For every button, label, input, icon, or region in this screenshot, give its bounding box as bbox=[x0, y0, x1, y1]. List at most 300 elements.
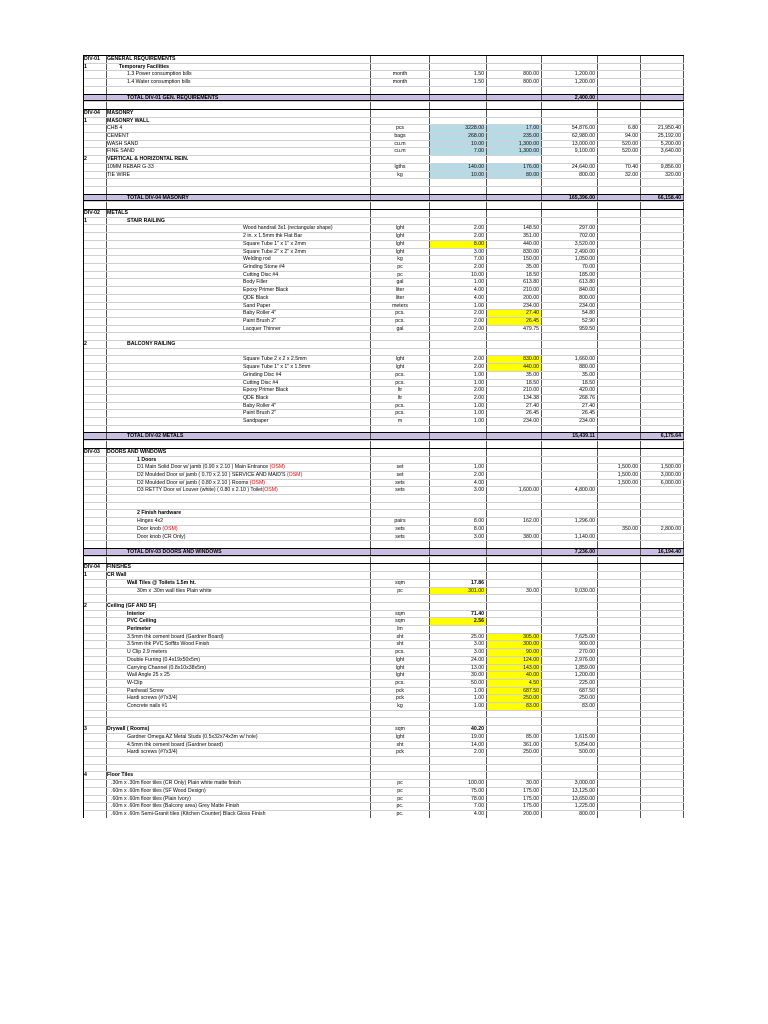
cell-text: 380.00 bbox=[523, 533, 539, 540]
cell-c5 bbox=[542, 641, 598, 648]
cell-c4 bbox=[487, 87, 542, 94]
cell-c5 bbox=[542, 295, 598, 302]
cell-c7 bbox=[641, 641, 684, 648]
table-row bbox=[84, 171, 684, 179]
cell-c1 bbox=[107, 433, 371, 439]
cell-c4 bbox=[487, 603, 542, 610]
cell-text: 18.50 bbox=[582, 379, 595, 386]
cell-c5 bbox=[542, 711, 598, 718]
cell-c2 bbox=[371, 626, 430, 633]
cell-c4 bbox=[487, 403, 542, 410]
cell-c4 bbox=[487, 256, 542, 263]
cell-c2 bbox=[371, 202, 430, 209]
cell-text: 800.00 bbox=[523, 79, 539, 86]
cell-text: sqm bbox=[395, 618, 405, 625]
cell-c6 bbox=[598, 433, 641, 439]
cell-c0 bbox=[84, 611, 107, 618]
cell-c4 bbox=[487, 433, 542, 439]
cell-c6 bbox=[598, 510, 641, 517]
cell-text: pc bbox=[397, 780, 403, 787]
cell-text: 17.86 bbox=[471, 579, 484, 586]
cell-c0 bbox=[84, 356, 107, 363]
cell-c0 bbox=[84, 256, 107, 263]
cell-text: 52.90 bbox=[582, 317, 595, 324]
cell-text: 175.00 bbox=[523, 787, 539, 794]
cell-text: pcs. bbox=[395, 379, 405, 386]
cell-c1 bbox=[107, 202, 371, 209]
cell-c2 bbox=[371, 734, 430, 741]
cell-text: 2.00 bbox=[473, 233, 484, 240]
cell-c7 bbox=[641, 218, 684, 225]
cell-c3 bbox=[430, 688, 487, 695]
cell-text: 13,650.00 bbox=[571, 795, 595, 802]
cell-c2 bbox=[371, 595, 430, 602]
cell-c1 bbox=[107, 749, 371, 756]
cell-c1 bbox=[107, 557, 371, 564]
cell-c6 bbox=[598, 572, 641, 579]
cell-text: gal bbox=[396, 279, 404, 286]
cell-c4 bbox=[487, 649, 542, 656]
cell-c4 bbox=[487, 510, 542, 517]
cell-c0 bbox=[84, 433, 107, 439]
cell-c5 bbox=[542, 665, 598, 672]
cell-c2 bbox=[371, 464, 430, 471]
cell-c5 bbox=[542, 588, 598, 595]
cell-c3 bbox=[430, 503, 487, 510]
cell-c2 bbox=[371, 449, 430, 456]
cell-c0 bbox=[84, 772, 107, 779]
cell-c5 bbox=[542, 125, 598, 132]
cell-c7 bbox=[641, 665, 684, 672]
cell-c4 bbox=[487, 742, 542, 749]
cell-c0 bbox=[84, 734, 107, 741]
cell-c2 bbox=[371, 64, 430, 71]
cell-c1 bbox=[107, 310, 371, 317]
cell-text: 2 bbox=[84, 156, 87, 163]
cell-c6 bbox=[598, 380, 641, 387]
cell-c5 bbox=[542, 56, 598, 63]
cell-c4 bbox=[487, 241, 542, 248]
cell-text: 19.00 bbox=[471, 733, 484, 740]
cell-c0 bbox=[84, 626, 107, 633]
cell-c0 bbox=[84, 510, 107, 517]
cell-c0 bbox=[84, 303, 107, 310]
table-row bbox=[84, 802, 684, 810]
cell-c7 bbox=[641, 634, 684, 641]
cell-text: lm bbox=[397, 626, 403, 633]
cell-c2 bbox=[371, 588, 430, 595]
cell-c0 bbox=[84, 164, 107, 171]
cell-text: 140.00 bbox=[468, 163, 484, 170]
cell-c0 bbox=[84, 418, 107, 425]
cell-c4 bbox=[487, 449, 542, 456]
cell-text: 687.50 bbox=[579, 687, 595, 694]
cell-c2 bbox=[371, 141, 430, 148]
cell-c0 bbox=[84, 118, 107, 125]
cell-c4 bbox=[487, 356, 542, 363]
cell-c6 bbox=[598, 549, 641, 555]
cell-c1 bbox=[107, 249, 371, 256]
cell-c0 bbox=[84, 79, 107, 86]
cell-text: 1.00 bbox=[473, 703, 484, 710]
cell-c7 bbox=[641, 233, 684, 240]
cell-c2 bbox=[371, 218, 430, 225]
cell-c3 bbox=[430, 626, 487, 633]
cell-text: DIV-02 bbox=[84, 210, 100, 217]
cell-c6 bbox=[598, 156, 641, 163]
table-row bbox=[84, 733, 684, 741]
cell-c3 bbox=[430, 564, 487, 571]
cell-c5 bbox=[542, 333, 598, 340]
cell-c4 bbox=[487, 780, 542, 787]
cell-c1 bbox=[107, 79, 371, 86]
cell-text: 200.00 bbox=[523, 810, 539, 817]
cell-c5 bbox=[542, 749, 598, 756]
table-row bbox=[84, 248, 684, 256]
cell-text: MASONRY bbox=[107, 109, 134, 116]
cell-c3 bbox=[430, 341, 487, 348]
cell-c3 bbox=[430, 87, 487, 94]
cell-c7 bbox=[641, 603, 684, 610]
cell-c3 bbox=[430, 672, 487, 679]
cell-c3 bbox=[430, 410, 487, 417]
cell-c1 bbox=[107, 64, 371, 71]
cell-c0 bbox=[84, 641, 107, 648]
cell-c2 bbox=[371, 318, 430, 325]
cell-c4 bbox=[487, 803, 542, 810]
cell-text: 2,800.00 bbox=[660, 525, 681, 532]
cell-c4 bbox=[487, 364, 542, 371]
table-row bbox=[84, 294, 684, 302]
cell-text: 30.00 bbox=[526, 780, 539, 787]
cell-text: 17.00 bbox=[526, 125, 539, 132]
cell-c2 bbox=[371, 688, 430, 695]
cell-c2 bbox=[371, 341, 430, 348]
cell-c5 bbox=[542, 241, 598, 248]
cell-text: 361.00 bbox=[523, 741, 539, 748]
cell-text: 90.00 bbox=[526, 649, 539, 656]
cell-text: MASONRY WALL bbox=[107, 117, 150, 124]
cell-c3 bbox=[430, 603, 487, 610]
cell-c4 bbox=[487, 811, 542, 818]
cell-c4 bbox=[487, 464, 542, 471]
cell-c1 bbox=[107, 141, 371, 148]
cell-c0 bbox=[84, 426, 107, 433]
cell-c2 bbox=[371, 441, 430, 448]
cell-text: pcs. bbox=[395, 317, 405, 324]
cell-c2 bbox=[371, 241, 430, 248]
cell-c4 bbox=[487, 526, 542, 533]
cell-c0 bbox=[84, 695, 107, 702]
table-row bbox=[84, 748, 684, 756]
table-row bbox=[84, 117, 684, 125]
cell-c4 bbox=[487, 718, 542, 725]
cell-text: 10.00 bbox=[471, 271, 484, 278]
cell-c3 bbox=[430, 765, 487, 772]
cell-c0 bbox=[84, 395, 107, 402]
cell-c2 bbox=[371, 433, 430, 439]
total-row bbox=[84, 432, 684, 440]
cell-c2 bbox=[371, 672, 430, 679]
cell-text: 2.00 bbox=[473, 471, 484, 478]
cell-c5 bbox=[542, 110, 598, 117]
cell-c2 bbox=[371, 765, 430, 772]
cell-text: 124.00 bbox=[523, 656, 539, 663]
cell-text: 210.00 bbox=[523, 287, 539, 294]
cell-text: 4 bbox=[84, 772, 87, 779]
cell-c3 bbox=[430, 210, 487, 217]
cell-c2 bbox=[371, 641, 430, 648]
cell-c6 bbox=[598, 372, 641, 379]
cell-c3 bbox=[430, 102, 487, 109]
cell-c0 bbox=[84, 279, 107, 286]
cell-c6 bbox=[598, 742, 641, 749]
cell-c5 bbox=[542, 210, 598, 217]
cell-text: m bbox=[397, 418, 403, 425]
cell-c6 bbox=[598, 495, 641, 502]
cell-c3 bbox=[430, 518, 487, 525]
cell-c7 bbox=[641, 441, 684, 448]
cell-c2 bbox=[371, 156, 430, 163]
cell-c5 bbox=[542, 326, 598, 333]
cell-c0 bbox=[84, 202, 107, 209]
cell-c5 bbox=[542, 233, 598, 240]
cell-c0 bbox=[84, 148, 107, 155]
cell-c1 bbox=[107, 110, 371, 117]
cell-c0 bbox=[84, 318, 107, 325]
cell-text: 1.50 bbox=[473, 79, 484, 86]
cell-text: sets bbox=[395, 533, 405, 540]
cell-c4 bbox=[487, 195, 542, 201]
cell-c7 bbox=[641, 148, 684, 155]
cell-text: VERTICAL & HORIZONTAL REIN. bbox=[107, 156, 189, 163]
cell-c1 bbox=[107, 487, 371, 494]
cell-text: 54.80 bbox=[582, 310, 595, 317]
cell-c2 bbox=[371, 487, 430, 494]
cell-c4 bbox=[487, 272, 542, 279]
cell-text: 4.00 bbox=[473, 294, 484, 301]
cell-c1 bbox=[107, 341, 371, 348]
cell-c0 bbox=[84, 364, 107, 371]
cell-text: Perimeter bbox=[127, 626, 151, 633]
cell-c5 bbox=[542, 64, 598, 71]
cell-c5 bbox=[542, 310, 598, 317]
blank-row bbox=[84, 440, 684, 448]
cell-text: 200.00 bbox=[523, 294, 539, 301]
cell-c3 bbox=[430, 711, 487, 718]
cell-c5 bbox=[542, 195, 598, 201]
cell-c4 bbox=[487, 618, 542, 625]
cell-c5 bbox=[542, 510, 598, 517]
table-row bbox=[84, 363, 684, 371]
cell-c0 bbox=[84, 225, 107, 232]
cell-text: 25.00 bbox=[471, 633, 484, 640]
cell-c2 bbox=[371, 279, 430, 286]
cell-c3 bbox=[430, 580, 487, 587]
cell-c4 bbox=[487, 79, 542, 86]
cell-c6 bbox=[598, 233, 641, 240]
cell-c1 bbox=[107, 272, 371, 279]
cell-text: Paint Brush 2" bbox=[243, 410, 276, 417]
cell-c0 bbox=[84, 133, 107, 140]
cell-c2 bbox=[371, 256, 430, 263]
cell-text: 54,876.00 bbox=[571, 125, 595, 132]
cell-text: 134.38 bbox=[523, 394, 539, 401]
cell-c7 bbox=[641, 695, 684, 702]
cell-text: 26.45 bbox=[526, 317, 539, 324]
cell-c3 bbox=[430, 133, 487, 140]
table-row bbox=[84, 286, 684, 294]
cell-c6 bbox=[598, 672, 641, 679]
table-row bbox=[84, 278, 684, 286]
cell-text: 7,625.00 bbox=[574, 633, 595, 640]
cell-c5 bbox=[542, 426, 598, 433]
cell-c4 bbox=[487, 125, 542, 132]
cell-c6 bbox=[598, 595, 641, 602]
cell-c2 bbox=[371, 418, 430, 425]
cell-text: 2.00 bbox=[473, 310, 484, 317]
table-row bbox=[84, 671, 684, 679]
cell-c7 bbox=[641, 672, 684, 679]
cell-c0 bbox=[84, 526, 107, 533]
cell-text: 320.00 bbox=[665, 171, 681, 178]
cell-text: D2 Moulded Door w/ jamb ( 0.70 x 2.10 ) SERVICE AND MAID'S bbox=[137, 471, 287, 478]
cell-text: liter bbox=[395, 287, 405, 294]
cell-c6 bbox=[598, 688, 641, 695]
cell-text: 2 bbox=[84, 602, 87, 609]
blank-row bbox=[84, 556, 684, 564]
cell-c0 bbox=[84, 380, 107, 387]
cell-c6 bbox=[598, 356, 641, 363]
cell-c1 bbox=[107, 410, 371, 417]
cell-c0 bbox=[84, 272, 107, 279]
cell-text: 2,400.00 bbox=[574, 94, 595, 101]
cell-c0 bbox=[84, 241, 107, 248]
cell-c0 bbox=[84, 572, 107, 579]
cell-text: lght bbox=[395, 672, 405, 679]
cell-c4 bbox=[487, 172, 542, 179]
table-row bbox=[84, 163, 684, 171]
cell-c2 bbox=[371, 541, 430, 548]
cell-c4 bbox=[487, 796, 542, 803]
cell-c5 bbox=[542, 503, 598, 510]
cell-c6 bbox=[598, 711, 641, 718]
cell-text: 5,200.00 bbox=[660, 140, 681, 147]
cell-text: 7.00 bbox=[473, 803, 484, 810]
cell-c7 bbox=[641, 133, 684, 140]
cell-text: CHB 4 bbox=[107, 125, 123, 132]
cell-text: TOTAL DIV-01 GEN. REQUIREMENTS bbox=[127, 94, 219, 101]
cell-c5 bbox=[542, 141, 598, 148]
cell-text: pck bbox=[395, 687, 405, 694]
cell-text: W-Clip bbox=[127, 679, 143, 686]
cell-c1 bbox=[107, 233, 371, 240]
cell-c3 bbox=[430, 326, 487, 333]
cell-c4 bbox=[487, 480, 542, 487]
cell-c1 bbox=[107, 734, 371, 741]
table-row bbox=[84, 109, 684, 117]
cell-c7 bbox=[641, 387, 684, 394]
cell-c7 bbox=[641, 711, 684, 718]
cell-text: kg bbox=[397, 256, 403, 263]
cell-c4 bbox=[487, 179, 542, 186]
cell-text: Grinding Disc #4 bbox=[243, 371, 282, 378]
cell-c7 bbox=[641, 249, 684, 256]
cell-c5 bbox=[542, 649, 598, 656]
cell-text: 3,000.00 bbox=[660, 471, 681, 478]
cell-c7 bbox=[641, 549, 684, 555]
cell-c1 bbox=[107, 179, 371, 186]
cell-text: 6.80 bbox=[627, 125, 638, 132]
cell-c7 bbox=[641, 195, 684, 201]
cell-text: Square Tube 2 x 2 x 2.5mm bbox=[243, 356, 307, 363]
cell-text: 162.00 bbox=[523, 518, 539, 525]
cell-c4 bbox=[487, 495, 542, 502]
cell-c5 bbox=[542, 303, 598, 310]
cell-c6 bbox=[598, 487, 641, 494]
cell-c3 bbox=[430, 79, 487, 86]
cell-c0 bbox=[84, 457, 107, 464]
cell-c4 bbox=[487, 572, 542, 579]
cell-text: lght bbox=[395, 733, 405, 740]
cell-c1 bbox=[107, 318, 371, 325]
cell-c3 bbox=[430, 433, 487, 439]
cell-c0 bbox=[84, 249, 107, 256]
table-row bbox=[84, 563, 684, 571]
cell-c1 bbox=[107, 457, 371, 464]
cell-text: 148.50 bbox=[523, 225, 539, 232]
table-row bbox=[84, 448, 684, 456]
cell-text: 40.20 bbox=[471, 726, 484, 733]
cell-c0 bbox=[84, 534, 107, 541]
cell-c1 bbox=[107, 711, 371, 718]
table-row bbox=[84, 525, 684, 533]
cell-c7 bbox=[641, 349, 684, 356]
cell-c7 bbox=[641, 426, 684, 433]
table-row bbox=[84, 271, 684, 279]
cell-text: D2 Moulded Door w/ jamb ( 0.80 x 2.10 ) Rooms bbox=[137, 479, 250, 486]
cell-c1 bbox=[107, 564, 371, 571]
table-row bbox=[84, 509, 684, 517]
table-row bbox=[84, 687, 684, 695]
cell-text: 4.5mm thk cement board (Gardner board) bbox=[127, 741, 224, 748]
cell-c4 bbox=[487, 749, 542, 756]
cell-c7 bbox=[641, 156, 684, 163]
cell-c5 bbox=[542, 703, 598, 710]
cell-c7 bbox=[641, 472, 684, 479]
cell-c3 bbox=[430, 803, 487, 810]
cell-c3 bbox=[430, 665, 487, 672]
cell-c7 bbox=[641, 318, 684, 325]
cell-c3 bbox=[430, 510, 487, 517]
cell-text: 5,054.00 bbox=[574, 741, 595, 748]
cell-text: 70.00 bbox=[582, 263, 595, 270]
cell-c3 bbox=[430, 549, 487, 555]
cell-c1 bbox=[107, 649, 371, 656]
cell-text: 27.40 bbox=[526, 310, 539, 317]
cell-text: DIV-03 bbox=[84, 448, 100, 455]
cell-c2 bbox=[371, 526, 430, 533]
cell-c5 bbox=[542, 349, 598, 356]
cell-text: 351.00 bbox=[523, 233, 539, 240]
table-row bbox=[84, 517, 684, 525]
cell-c5 bbox=[542, 441, 598, 448]
cell-text: Baby Roller 4" bbox=[243, 310, 276, 317]
cell-text: 1,615.00 bbox=[574, 733, 595, 740]
cell-c0 bbox=[84, 187, 107, 194]
cell-c7 bbox=[641, 364, 684, 371]
cell-text: pcs bbox=[395, 125, 405, 132]
